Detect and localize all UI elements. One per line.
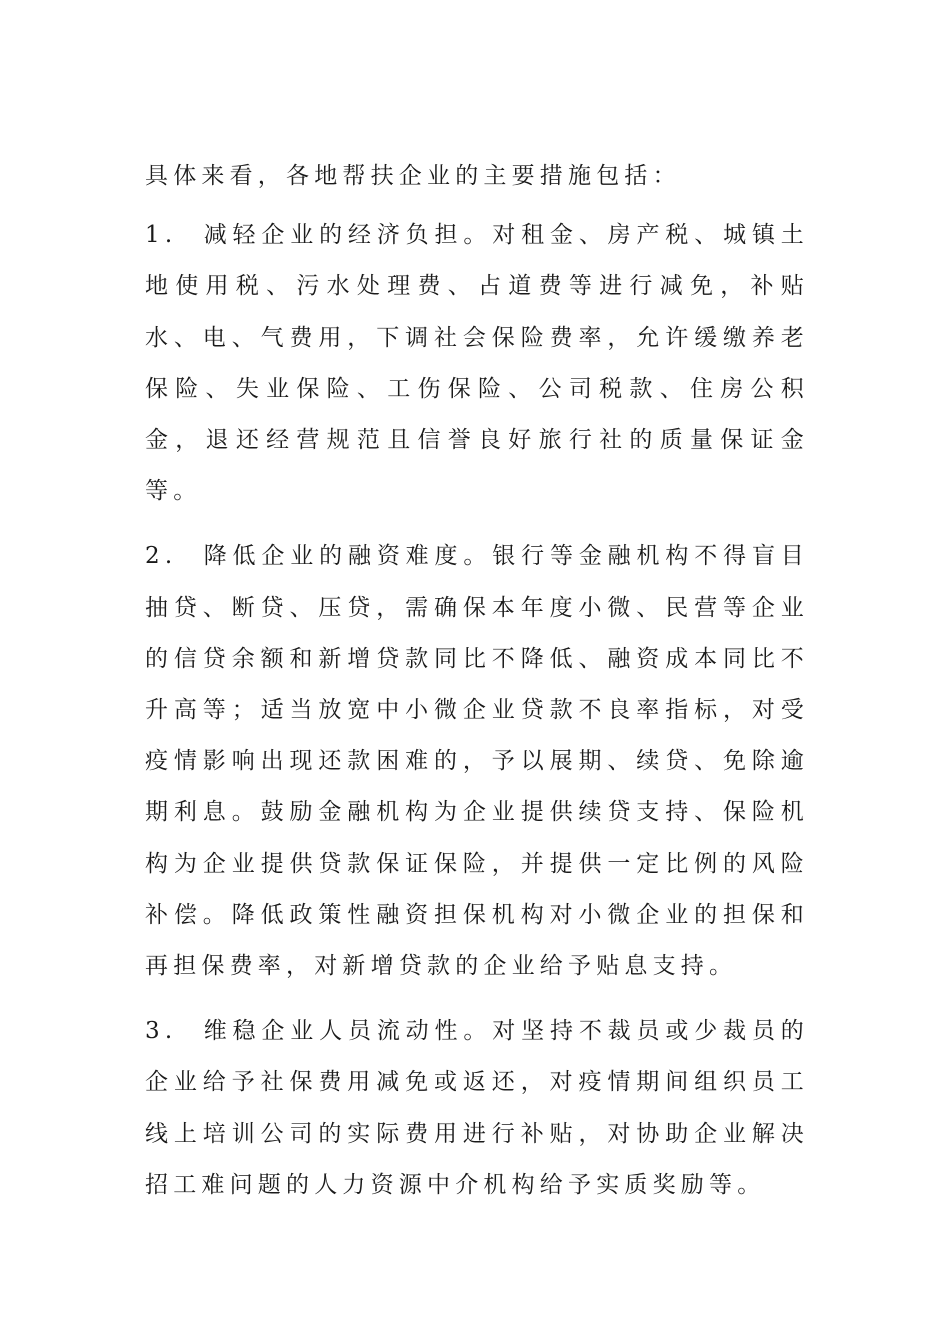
document-body (145, 151, 809, 1225)
list-item-number: 1. (145, 222, 178, 249)
list-item-text: 维稳企业人员流动性。对坚持不裁员或少裁员的企业给予社保费用减免或返还，对疫情期间组织员工线上培训公司的实际费用进行补贴，对协助企业解决招工难问题的人力资源中介机构给予实质奖励等。 (145, 1018, 809, 1198)
intro-paragraph: 具体来看，各地帮扶企业的主要措施包括： (145, 163, 681, 189)
list-item-text: 减轻企业的经济负担。对租金、房产税、城镇土地使用税、污水处理费、占道费等进行减免，补贴水、电、气费用，下调社会保险费率，允许缓缴养老保险、失业保险、工伤保险、公司税款、住房公积金，退还经营规范且信誉良好旅行社的质量保证金等。 (145, 222, 809, 505)
list-item (145, 1006, 809, 1211)
list-item-number: 3. (145, 1018, 178, 1045)
list-item (145, 210, 809, 517)
list-item-number: 2. (145, 543, 178, 570)
list-item (145, 531, 809, 992)
list-item-text: 降低企业的融资难度。银行等金融机构不得盲目抽贷、断贷、压贷，需确保本年度小微、民营等企业的信贷余额和新增贷款同比不降低、融资成本同比不升高等；适当放宽中小微企业贷款不良率指标，对受疫情影响出现还款困难的，予以展期、续贷、免除逾期利息。鼓励金融机构为企业提供续贷支持、保险机构为企业提供贷款保证保险，并提供一定比例的风险补偿。降低政策性融资担保机构对小微企业的担保和再担保费率，对新增贷款的企业给予贴息支持。 (145, 543, 809, 980)
